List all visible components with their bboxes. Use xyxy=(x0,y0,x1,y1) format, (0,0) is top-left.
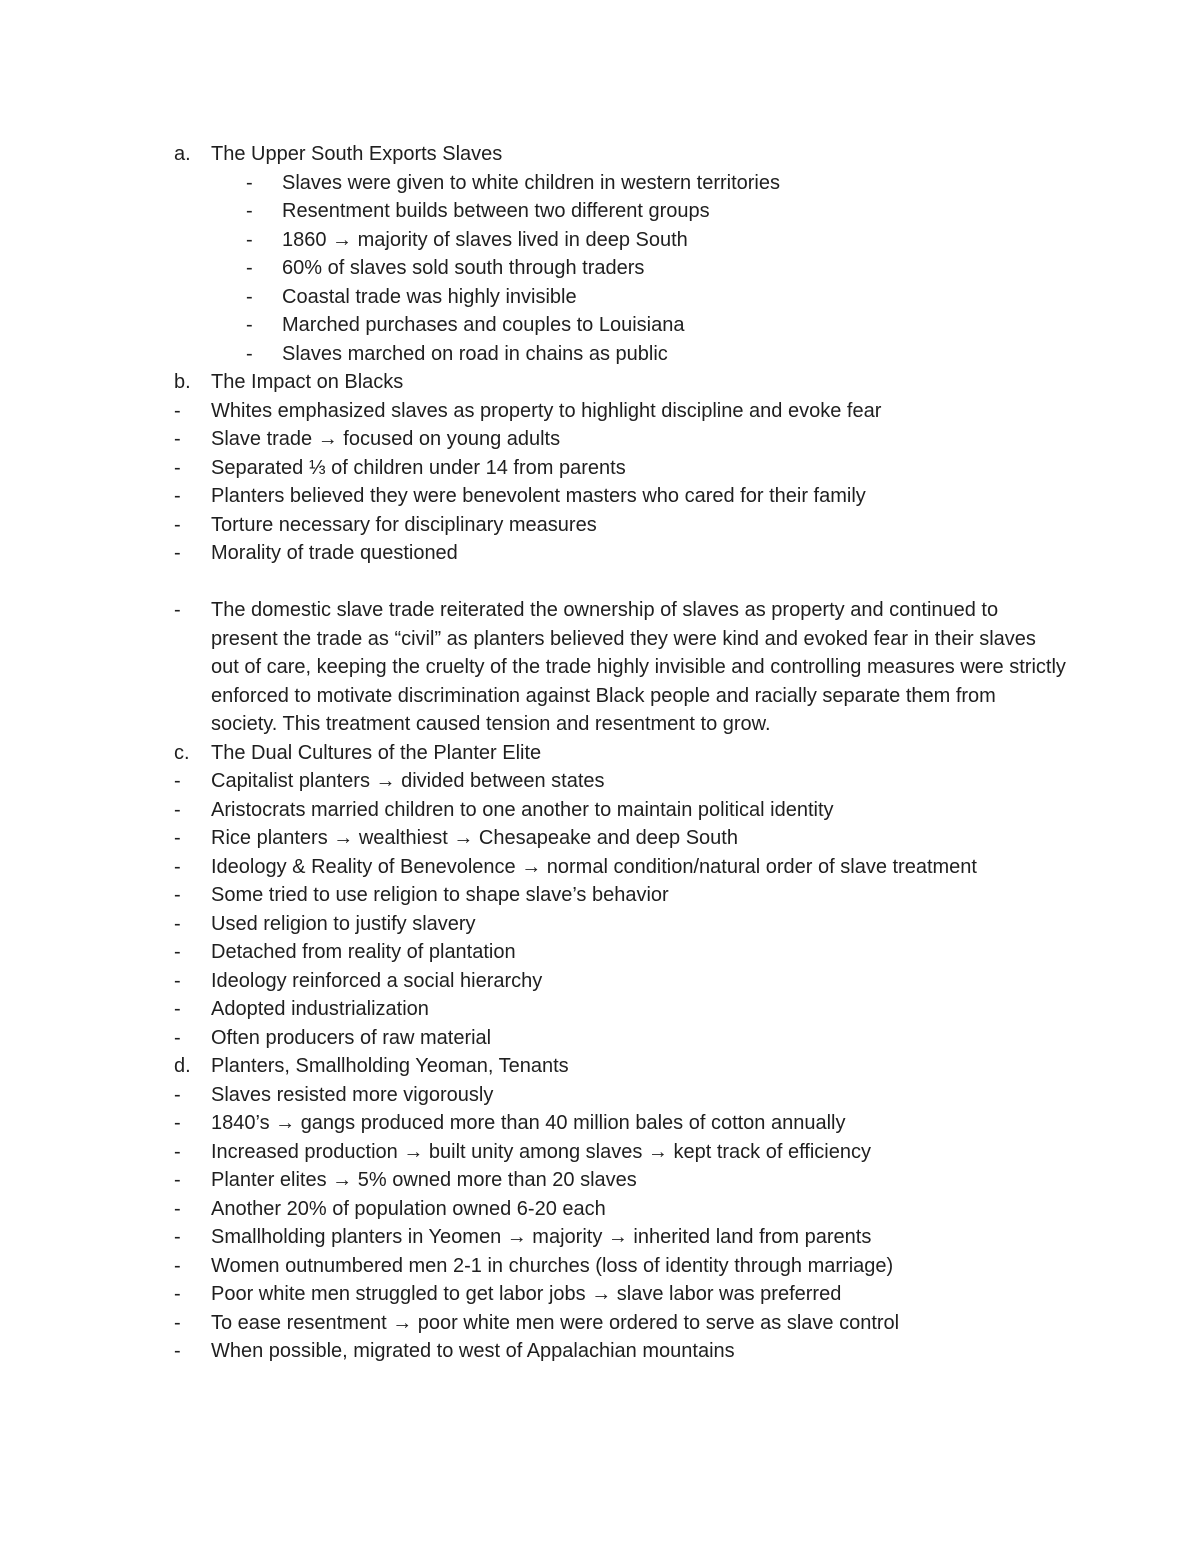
bullet-dash: - xyxy=(246,314,253,336)
bullet-text: Slaves resisted more vigorously xyxy=(211,1083,494,1106)
bullet-dash: - xyxy=(174,884,181,906)
bullet-dash: - xyxy=(174,1311,181,1334)
section-title: Planters, Smallholding Yeoman, Tenants xyxy=(211,1055,569,1077)
bullet-text: Used religion to justify slavery xyxy=(211,912,476,935)
bullet-dash: - xyxy=(174,513,181,536)
bullet-text: Another 20% of population owned 6-20 each xyxy=(211,1197,606,1220)
bullet-dash: - xyxy=(174,456,181,479)
list-item xyxy=(174,1166,1074,1195)
list-item xyxy=(174,1138,1074,1167)
bullet-dash: - xyxy=(174,399,181,422)
list-item xyxy=(174,539,1074,568)
bullet-text: Capitalist planters → divided between states xyxy=(211,770,605,792)
bullet-text: Slaves marched on road in chains as public xyxy=(282,342,668,365)
bullet-text: Ideology & Reality of Benevolence → normal condition/natural order of slave treatment xyxy=(211,855,977,878)
list-item xyxy=(174,1223,1074,1252)
blank-line xyxy=(174,568,1074,597)
list-item xyxy=(174,1081,1074,1110)
list-item xyxy=(174,1024,1074,1053)
bullet-dash: - xyxy=(174,1254,181,1277)
bullet-text: Smallholding planters in Yeomen → majority → inherited land from parents xyxy=(211,1226,872,1248)
list-item xyxy=(174,311,1074,340)
bullet-dash: - xyxy=(174,599,181,621)
list-item xyxy=(174,340,1074,369)
bullet-dash: - xyxy=(174,1226,181,1248)
list-item xyxy=(174,425,1074,454)
section-a-heading xyxy=(174,140,1074,169)
bullet-text: Marched purchases and couples to Louisiana xyxy=(282,314,685,336)
list-item xyxy=(174,482,1074,511)
bullet-text: Women outnumbered men 2-1 in churches (loss of identity through marriage) xyxy=(211,1254,894,1277)
bullet-dash: - xyxy=(246,228,253,251)
bullet-dash: - xyxy=(174,1140,181,1163)
list-marker: c. xyxy=(174,741,190,764)
list-item xyxy=(174,1309,1074,1338)
bullet-text: Increased production → built unity among slaves → kept track of efficiency xyxy=(211,1140,871,1163)
bullet-dash: - xyxy=(174,1283,181,1305)
bullet-dash: - xyxy=(174,485,181,507)
bullet-text: Coastal trade was highly invisible xyxy=(282,285,577,308)
bullet-dash: - xyxy=(174,827,181,849)
bullet-dash: - xyxy=(174,1083,181,1106)
bullet-text: Aristocrats married children to one another to maintain political identity xyxy=(211,798,834,821)
bullet-text: Rice planters → wealthiest → Chesapeake and deep South xyxy=(211,827,738,849)
list-item xyxy=(174,1195,1074,1224)
bullet-dash: - xyxy=(246,285,253,308)
list-item xyxy=(174,197,1074,226)
list-item xyxy=(174,938,1074,967)
section-b-heading xyxy=(174,368,1074,397)
bullet-dash: - xyxy=(246,342,253,365)
list-item xyxy=(174,1109,1074,1138)
bullet-dash: - xyxy=(174,912,181,935)
summary-text: The domestic slave trade reiterated the ownership of slaves as property and continued to present the trade as “civil” as planters believed they were kind and evoked fear in their slaves out of care, keeping the cruelty of the trade highly invisible and controlling measures were strictly enforced to motivate discrimination against Black people and racially separate them from society. This treatment caused tension and resentment to grow. xyxy=(211,599,1066,735)
bullet-text: Slaves were given to white children in western territories xyxy=(282,171,780,194)
list-item xyxy=(174,881,1074,910)
bullet-text: 60% of slaves sold south through traders xyxy=(282,257,645,279)
bullet-dash: - xyxy=(174,542,181,564)
section-title: The Upper South Exports Slaves xyxy=(211,143,503,165)
list-item xyxy=(174,454,1074,483)
list-item xyxy=(174,254,1074,283)
bullet-text: Planters believed they were benevolent masters who cared for their family xyxy=(211,485,866,507)
bullet-dash: - xyxy=(174,941,181,963)
bullet-text: Torture necessary for disciplinary measures xyxy=(211,513,597,536)
bullet-text: Often producers of raw material xyxy=(211,1026,492,1049)
list-marker: d. xyxy=(174,1055,191,1077)
bullet-dash: - xyxy=(174,428,181,450)
list-item xyxy=(174,796,1074,825)
list-item xyxy=(174,910,1074,939)
bullet-dash: - xyxy=(174,770,181,792)
list-item xyxy=(174,1252,1074,1281)
bullet-dash: - xyxy=(174,1112,181,1134)
list-item xyxy=(174,283,1074,312)
bullet-text: 1840’s → gangs produced more than 40 million bales of cotton annually xyxy=(211,1112,846,1134)
bullet-text: Adopted industrialization xyxy=(211,998,429,1020)
list-item xyxy=(174,1280,1074,1309)
list-item xyxy=(174,967,1074,996)
list-marker: b. xyxy=(174,371,191,393)
summary-paragraph xyxy=(174,596,1074,739)
bullet-text: 1860 → majority of slaves lived in deep South xyxy=(282,228,688,251)
section-title: The Dual Cultures of the Planter Elite xyxy=(211,741,542,764)
notes-content xyxy=(174,140,1074,1366)
bullet-text: Morality of trade questioned xyxy=(211,542,458,564)
bullet-dash: - xyxy=(174,1169,181,1191)
bullet-text: Ideology reinforced a social hierarchy xyxy=(211,969,543,992)
bullet-dash: - xyxy=(174,969,181,992)
list-item xyxy=(174,824,1074,853)
bullet-text: To ease resentment → poor white men were ordered to serve as slave control xyxy=(211,1311,900,1334)
bullet-text: Resentment builds between two different groups xyxy=(282,200,710,222)
section-d-heading xyxy=(174,1052,1074,1081)
bullet-text: Slave trade → focused on young adults xyxy=(211,428,561,450)
list-item xyxy=(174,397,1074,426)
list-item xyxy=(174,995,1074,1024)
bullet-text: When possible, migrated to west of Appalachian mountains xyxy=(211,1340,735,1362)
bullet-text: Some tried to use religion to shape slave’s behavior xyxy=(211,884,669,906)
bullet-dash: - xyxy=(174,1197,181,1220)
bullet-dash: - xyxy=(246,257,253,279)
bullet-dash: - xyxy=(174,855,181,878)
list-item xyxy=(174,767,1074,796)
bullet-text: Separated ⅓ of children under 14 from parents xyxy=(211,456,626,479)
bullet-text: Whites emphasized slaves as property to highlight discipline and evoke fear xyxy=(211,399,882,422)
list-item xyxy=(174,511,1074,540)
bullet-text: Poor white men struggled to get labor jobs → slave labor was preferred xyxy=(211,1283,842,1305)
bullet-dash: - xyxy=(174,798,181,821)
list-item xyxy=(174,169,1074,198)
bullet-dash: - xyxy=(246,171,253,194)
section-title: The Impact on Blacks xyxy=(211,371,404,393)
list-item xyxy=(174,226,1074,255)
list-item xyxy=(174,1337,1074,1366)
section-c-heading xyxy=(174,739,1074,768)
bullet-text: Detached from reality of plantation xyxy=(211,941,516,963)
bullet-text: Planter elites → 5% owned more than 20 slaves xyxy=(211,1169,637,1191)
bullet-dash: - xyxy=(174,1340,181,1362)
bullet-dash: - xyxy=(174,1026,181,1049)
list-item xyxy=(174,853,1074,882)
list-marker: a. xyxy=(174,143,191,165)
bullet-dash: - xyxy=(246,200,253,222)
bullet-dash: - xyxy=(174,998,181,1020)
